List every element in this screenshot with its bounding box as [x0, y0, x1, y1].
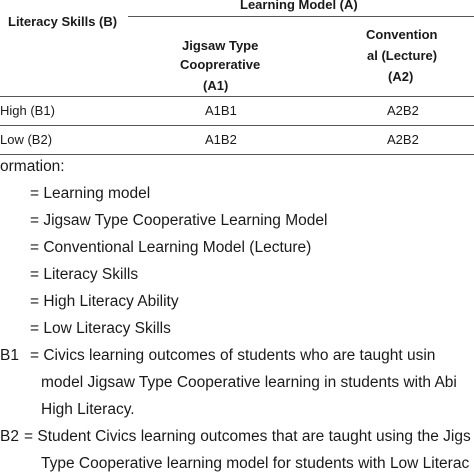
table-top-rule-right: [128, 16, 474, 17]
col1-header-code: (A1): [203, 78, 229, 93]
col2-header-line2: al (Lecture): [367, 48, 438, 63]
literacy-skills-header: Literacy Skills (B): [8, 14, 118, 29]
cell-high-a1: A1B1: [205, 103, 237, 118]
note-b2-line2: Type Cooperative learning model for students with Low Literac: [41, 455, 470, 472]
col2-header-line1: Convention: [366, 27, 438, 42]
info-item-high-literacy: = High Literacy Ability: [30, 293, 179, 310]
col1-header-line1: Jigsaw Type: [182, 38, 259, 53]
info-item-literacy: = Literacy Skills: [30, 266, 139, 283]
note-b1-key: B1: [0, 347, 19, 364]
row-divider-rule: [0, 125, 474, 126]
header-bottom-rule: [0, 96, 474, 97]
note-b2-line1: = Student Civics learning outcomes that are taught using the Jigs: [24, 428, 471, 445]
info-item-learning-model: = Learning model: [30, 185, 151, 202]
info-item-conventional: = Conventional Learning Model (Lecture): [30, 239, 312, 256]
note-b2-key: B2: [0, 428, 19, 445]
col2-header-code: (A2): [388, 69, 414, 84]
note-b1-line1: = Civics learning outcomes of students who are taught usin: [30, 347, 436, 364]
cell-high-a2: A2B2: [387, 103, 419, 118]
row-label-high: High (B1): [0, 103, 55, 118]
row-label-low: Low (B2): [0, 132, 53, 147]
col1-header-line2: Cooprerative: [180, 57, 261, 72]
table-bottom-rule: [0, 154, 474, 155]
cell-low-a1: A1B2: [205, 132, 237, 147]
info-item-jigsaw: = Jigsaw Type Cooperative Learning Model: [30, 212, 328, 229]
note-b1-line3: High Literacy.: [41, 401, 135, 418]
info-item-low-literacy: = Low Literacy Skills: [30, 320, 171, 337]
note-b1-line2: model Jigsaw Type Cooperative learning in students with Abi: [41, 374, 457, 391]
information-heading: ormation:: [0, 158, 65, 175]
cell-low-a2: A2B2: [387, 132, 419, 147]
learning-model-header: Learning Model (A): [240, 0, 358, 12]
